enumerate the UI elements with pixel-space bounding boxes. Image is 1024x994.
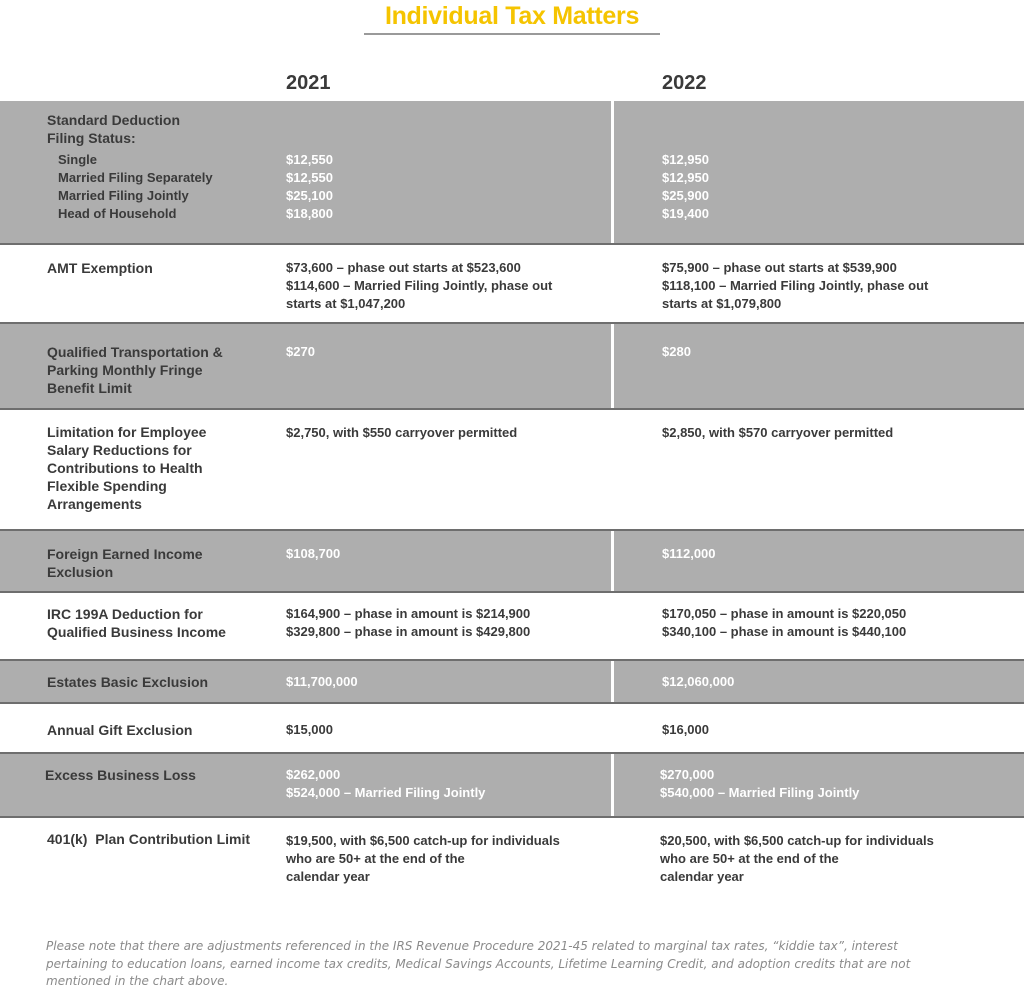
value-line: $524,000 – Married Filing Jointly (286, 785, 486, 800)
year-header-2021: 2021 (286, 72, 331, 94)
value-line: calendar year (660, 869, 744, 884)
row-label (47, 830, 287, 848)
row-label (47, 721, 272, 739)
value-line: $15,000 (286, 722, 333, 737)
value-2022 (662, 259, 1017, 313)
value-2021 (286, 766, 606, 802)
label-line: Annual Gift Exclusion (47, 722, 193, 738)
value-line: $12,950 (662, 152, 709, 167)
label-line: Arrangements (47, 496, 142, 512)
value-line: $329,800 – phase in amount is $429,800 (286, 624, 531, 639)
value-2022 (660, 766, 1015, 802)
value-line: $270,000 (660, 767, 715, 782)
value-2021 (286, 721, 606, 739)
label-line: Salary Reductions for (47, 442, 192, 458)
value-2021 (286, 832, 606, 886)
value-line: $12,550 (286, 170, 333, 185)
label-line: IRC 199A Deduction for (47, 606, 203, 622)
value-line: who are 50+ at the end of the (660, 851, 839, 866)
label-line: Standard Deduction (47, 112, 181, 128)
label-line: Estates Basic Exclusion (47, 674, 209, 690)
label-line: Parking Monthly Fringe (47, 362, 203, 378)
value-line: $25,100 (286, 188, 333, 203)
value-2022 (662, 343, 1017, 361)
value-line: $540,000 – Married Filing Jointly (660, 785, 860, 800)
value-2021 (286, 259, 606, 313)
row-label (47, 673, 272, 691)
value-line: $25,900 (662, 188, 709, 203)
filing-status-jointly: Married Filing Jointly (58, 188, 189, 203)
value-line: who are 50+ at the end of the (286, 851, 465, 866)
filing-status-separately: Married Filing Separately (58, 170, 213, 185)
value-line: $19,500, with $6,500 catch-up for individuals (286, 833, 560, 848)
label-line: Exclusion (47, 564, 114, 580)
value-line: $164,900 – phase in amount is $214,900 (286, 606, 531, 621)
value-line: $75,900 – phase out starts at $539,900 (662, 260, 897, 275)
row-label (47, 605, 272, 641)
value-line: $20,500, with $6,500 catch-up for individuals (660, 833, 934, 848)
value-line: $16,000 (662, 722, 709, 737)
value-line: $270 (286, 344, 315, 359)
footnote: Please note that there are adjustments referenced in the IRS Revenue Procedure 2021-45 related to marginal tax rates, “kiddie tax”, interest pertaining to education loans, earned income tax credits, Medical Savings Accounts, Lifetime Learning Credit, and adoption credits that are not mentioned in the chart above. (46, 939, 911, 988)
value-line: $118,100 – Married Filing Jointly, phase out (662, 278, 929, 293)
label-line: Foreign Earned Income (47, 546, 203, 562)
row-estates-exclusion (0, 661, 1024, 702)
label-line: Benefit Limit (47, 380, 132, 396)
value-line: $114,600 – Married Filing Jointly, phase out (286, 278, 553, 293)
label-line: Excess Business Loss (45, 767, 196, 783)
value-2021 (286, 343, 606, 361)
value-line: calendar year (286, 869, 370, 884)
value-line: $2,750, with $550 carryover permitted (286, 425, 518, 440)
value-line: $19,400 (662, 206, 709, 221)
value-2021 (286, 545, 606, 563)
row-health-fsa (0, 410, 1024, 530)
row-label (47, 423, 272, 513)
value-line: $280 (662, 344, 691, 359)
value-2022 (660, 832, 1015, 886)
value-line: $11,700,000 (286, 674, 358, 689)
label-line: Limitation for Employee (47, 424, 207, 440)
value-2021 (286, 151, 606, 223)
label-line: Qualified Transportation & (47, 344, 223, 360)
filing-status-head: Head of Household (58, 206, 177, 221)
value-2022 (662, 424, 1017, 442)
year-header-2022: 2022 (662, 72, 707, 94)
value-2021 (286, 673, 606, 691)
value-line: $12,550 (286, 152, 333, 167)
value-line: $112,000 (662, 546, 716, 561)
value-line: $12,950 (662, 170, 709, 185)
value-line: starts at $1,079,800 (662, 296, 782, 311)
row-401k-limit (0, 818, 1024, 898)
value-line: $262,000 (286, 767, 341, 782)
row-irc-199a (0, 593, 1024, 659)
label-line: AMT Exemption (47, 260, 153, 276)
label-line: Flexible Spending (47, 478, 167, 494)
row-annual-gift (0, 704, 1024, 752)
row-label (47, 111, 272, 223)
value-line: $12,060,000 (662, 674, 735, 689)
value-line: $2,850, with $570 carryover permitted (662, 425, 894, 440)
value-2022 (662, 721, 1017, 739)
page-title: Individual Tax Matters (364, 2, 660, 35)
value-line: $340,100 – phase in amount is $440,100 (662, 624, 907, 639)
label-line: 401(k) Plan Contribution Limit (47, 831, 251, 847)
row-transportation-fringe (0, 324, 1024, 408)
value-line: starts at $1,047,200 (286, 296, 406, 311)
label-line: Contributions to Health (47, 460, 203, 476)
value-2022 (662, 673, 1017, 691)
row-standard-deduction (0, 101, 1024, 243)
row-label (47, 259, 272, 277)
value-line: $73,600 – phase out starts at $523,600 (286, 260, 521, 275)
label-line: Filing Status: (47, 130, 136, 146)
value-line: $18,800 (286, 206, 333, 221)
label-line: Qualified Business Income (47, 624, 226, 640)
row-foreign-earned-income (0, 531, 1024, 591)
filing-status-single: Single (58, 152, 98, 167)
row-amt-exemption (0, 245, 1024, 324)
value-line: $170,050 – phase in amount is $220,050 (662, 606, 907, 621)
value-line: $108,700 (286, 546, 341, 561)
value-2021 (286, 605, 606, 641)
row-label (47, 343, 272, 397)
value-2022 (662, 605, 1017, 641)
row-label (45, 766, 270, 784)
value-2021 (286, 424, 606, 442)
row-label (47, 545, 272, 581)
value-2022 (662, 545, 1017, 563)
row-excess-business-loss (0, 754, 1024, 816)
value-2022 (662, 151, 1017, 223)
